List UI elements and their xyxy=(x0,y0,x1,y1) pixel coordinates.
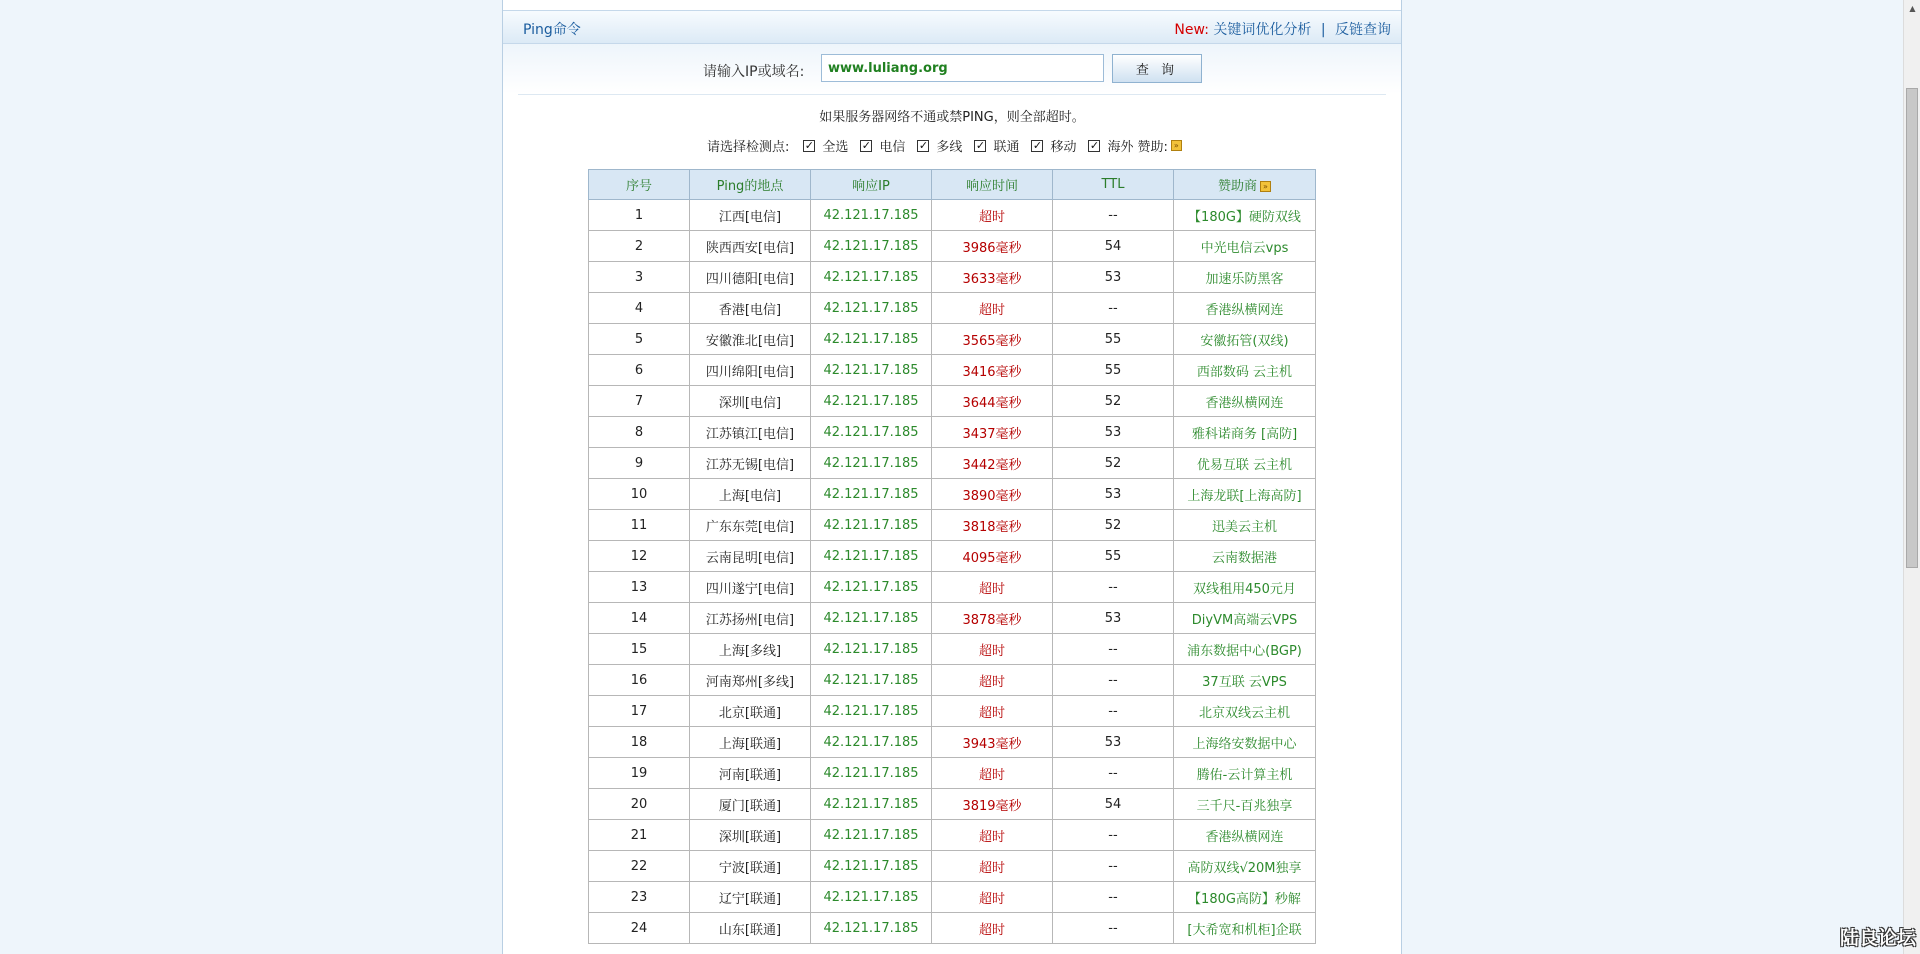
cell-time: 超时 xyxy=(932,913,1053,944)
cell-ip: 42.121.17.185 xyxy=(811,789,932,820)
table-row xyxy=(589,293,1316,324)
cell-time: 超时 xyxy=(932,851,1053,882)
cell-location: 上海[多线] xyxy=(690,634,811,665)
cell-location: 江苏无锡[电信] xyxy=(690,448,811,479)
col-header-ip: 响应IP xyxy=(811,170,932,200)
cell-time: 3633毫秒 xyxy=(932,262,1053,293)
cell-ttl: 54 xyxy=(1053,231,1174,262)
cell-ttl: 54 xyxy=(1053,789,1174,820)
cell-ttl: -- xyxy=(1053,758,1174,789)
table-body xyxy=(589,200,1316,944)
cell-time: 3644毫秒 xyxy=(932,386,1053,417)
cell-index: 1 xyxy=(589,200,690,231)
cell-ip: 42.121.17.185 xyxy=(811,572,932,603)
sponsor-header-icon[interactable]: » xyxy=(1260,181,1271,192)
cell-ip: 42.121.17.185 xyxy=(811,386,932,417)
top-links xyxy=(1174,19,1391,39)
cell-ip: 42.121.17.185 xyxy=(811,603,932,634)
cell-index: 8 xyxy=(589,417,690,448)
table-row xyxy=(589,510,1316,541)
cell-ip: 42.121.17.185 xyxy=(811,417,932,448)
cell-time: 超时 xyxy=(932,572,1053,603)
cell-time: 3943毫秒 xyxy=(932,727,1053,758)
cell-location: 四川德阳[电信] xyxy=(690,262,811,293)
cell-index: 22 xyxy=(589,851,690,882)
cell-ttl: 55 xyxy=(1053,324,1174,355)
cell-index: 6 xyxy=(589,355,690,386)
cell-time: 超时 xyxy=(932,882,1053,913)
cell-index: 9 xyxy=(589,448,690,479)
cell-location: 河南郑州[多线] xyxy=(690,665,811,696)
cell-index: 15 xyxy=(589,634,690,665)
table-row xyxy=(589,572,1316,603)
cell-time: 3819毫秒 xyxy=(932,789,1053,820)
cell-sponsor-link[interactable]: 高防双线√20M独享 xyxy=(1174,851,1316,882)
checkmark-icon[interactable]: ✓ xyxy=(804,138,814,152)
table-row xyxy=(589,758,1316,789)
col-header-ttl: TTL xyxy=(1053,170,1174,200)
cell-ttl: 52 xyxy=(1053,448,1174,479)
table-row xyxy=(589,789,1316,820)
cell-index: 16 xyxy=(589,665,690,696)
cell-sponsor-link[interactable]: 云南数据港 xyxy=(1174,541,1316,572)
table-row xyxy=(589,479,1316,510)
cell-ttl: 53 xyxy=(1053,479,1174,510)
table-row xyxy=(589,913,1316,944)
cell-location: 云南昆明[电信] xyxy=(690,541,811,572)
cell-time: 超时 xyxy=(932,665,1053,696)
checkbox-all[interactable]: ✓ 全选 xyxy=(804,138,849,155)
cell-ttl: 53 xyxy=(1053,727,1174,758)
table-row xyxy=(589,262,1316,293)
cell-index: 4 xyxy=(589,293,690,324)
top-bar xyxy=(503,10,1401,44)
cell-ip: 42.121.17.185 xyxy=(811,448,932,479)
cell-ttl: -- xyxy=(1053,882,1174,913)
checkbox-mobile[interactable]: ✓ 移动 xyxy=(1032,138,1077,155)
ip-domain-input[interactable] xyxy=(821,54,1104,82)
ping-results-table xyxy=(588,169,1316,944)
divider xyxy=(518,94,1386,95)
cell-ttl: -- xyxy=(1053,696,1174,727)
cell-sponsor-link[interactable]: 37互联 云VPS xyxy=(1174,665,1316,696)
cell-ip: 42.121.17.185 xyxy=(811,758,932,789)
col-header-time: 响应时间 xyxy=(932,170,1053,200)
cell-ip: 42.121.17.185 xyxy=(811,479,932,510)
cell-sponsor-link[interactable]: 上海络安数据中心 xyxy=(1174,727,1316,758)
cell-index: 14 xyxy=(589,603,690,634)
cell-location: 辽宁[联通] xyxy=(690,882,811,913)
cell-sponsor-link[interactable]: 迅美云主机 xyxy=(1174,510,1316,541)
cell-sponsor-link[interactable]: 浦东数据中心(BGP) xyxy=(1174,634,1316,665)
cell-time: 3416毫秒 xyxy=(932,355,1053,386)
scrollbar[interactable] xyxy=(1903,0,1920,954)
cell-ttl: 52 xyxy=(1053,510,1174,541)
cell-location: 深圳[电信] xyxy=(690,386,811,417)
keyword-analysis-link[interactable]: 关键词优化分析 xyxy=(1213,22,1312,38)
checkbox-multiline[interactable]: ✓ 多线 xyxy=(918,138,963,155)
scroll-up-icon[interactable]: ▲ xyxy=(1909,4,1916,13)
cell-location: 深圳[联通] xyxy=(690,820,811,851)
sponsor-label: 赞助: xyxy=(1137,140,1168,155)
table-row xyxy=(589,231,1316,262)
cell-index: 24 xyxy=(589,913,690,944)
cell-index: 13 xyxy=(589,572,690,603)
notice-text: 如果服务器网络不通或禁PING，则全部超时。 xyxy=(819,110,1085,125)
table-row xyxy=(589,665,1316,696)
cell-location: 香港[电信] xyxy=(690,293,811,324)
table-row xyxy=(589,696,1316,727)
cell-ip: 42.121.17.185 xyxy=(811,727,932,758)
cell-location: 上海[联通] xyxy=(690,727,811,758)
table-row xyxy=(589,448,1316,479)
cell-sponsor-link[interactable]: 三千尺-百兆独享 xyxy=(1174,789,1316,820)
cell-index: 20 xyxy=(589,789,690,820)
table-row xyxy=(589,355,1316,386)
table-row xyxy=(589,820,1316,851)
table-row xyxy=(589,634,1316,665)
cell-ip: 42.121.17.185 xyxy=(811,665,932,696)
table-row xyxy=(589,386,1316,417)
cell-index: 17 xyxy=(589,696,690,727)
new-label: New: xyxy=(1174,22,1209,38)
query-button[interactable]: 查 询 xyxy=(1112,54,1202,83)
cell-ttl: 53 xyxy=(1053,417,1174,448)
cell-ttl: 55 xyxy=(1053,355,1174,386)
backlink-query-link[interactable]: 反链查询 xyxy=(1335,22,1391,38)
cell-index: 2 xyxy=(589,231,690,262)
cell-sponsor-link[interactable]: 中光电信云vps xyxy=(1174,231,1316,262)
cell-time: 3565毫秒 xyxy=(932,324,1053,355)
col-header-index: 序号 xyxy=(589,170,690,200)
cell-sponsor-link[interactable]: DiyVM高端云VPS xyxy=(1174,603,1316,634)
cell-sponsor-link[interactable]: 上海龙联[上海高防] xyxy=(1174,479,1316,510)
ping-tool-panel xyxy=(502,0,1402,954)
cell-time: 3890毫秒 xyxy=(932,479,1053,510)
cell-ip: 42.121.17.185 xyxy=(811,324,932,355)
cell-time: 超时 xyxy=(932,200,1053,231)
cell-ip: 42.121.17.185 xyxy=(811,820,932,851)
col-header-location: Ping的地点 xyxy=(690,170,811,200)
checkmark-icon[interactable]: ✓ xyxy=(918,138,929,152)
cell-ip: 42.121.17.185 xyxy=(811,355,932,386)
table-row xyxy=(589,882,1316,913)
table-row xyxy=(589,727,1316,758)
cell-sponsor-link[interactable]: 【180G高防】秒解 xyxy=(1174,882,1316,913)
cell-time: 3986毫秒 xyxy=(932,231,1053,262)
cell-index: 3 xyxy=(589,262,690,293)
cell-ttl: -- xyxy=(1053,851,1174,882)
cell-ip: 42.121.17.185 xyxy=(811,293,932,324)
cell-sponsor-link[interactable]: 加速乐防黑客 xyxy=(1174,262,1316,293)
cell-ttl: 52 xyxy=(1053,386,1174,417)
cell-location: 四川遂宁[电信] xyxy=(690,572,811,603)
table-header-row xyxy=(589,170,1316,200)
table-row xyxy=(589,417,1316,448)
cell-location: 宁波[联通] xyxy=(690,851,811,882)
cell-time: 超时 xyxy=(932,293,1053,324)
cell-ip: 42.121.17.185 xyxy=(811,882,932,913)
scroll-thumb[interactable] xyxy=(1906,88,1918,568)
cell-ip: 42.121.17.185 xyxy=(811,851,932,882)
cell-ttl: -- xyxy=(1053,913,1174,944)
cell-ip: 42.121.17.185 xyxy=(811,231,932,262)
table-row xyxy=(589,200,1316,231)
checkpoint-filters xyxy=(707,136,1182,155)
cell-time: 4095毫秒 xyxy=(932,541,1053,572)
table-row xyxy=(589,324,1316,355)
cell-index: 7 xyxy=(589,386,690,417)
cell-location: 河南[联通] xyxy=(690,758,811,789)
cell-ttl: 53 xyxy=(1053,603,1174,634)
sponsor-icon[interactable]: » xyxy=(1171,140,1182,151)
cell-sponsor-link[interactable]: [大希宽和机柜]企联 xyxy=(1174,913,1316,944)
table-row xyxy=(589,851,1316,882)
cell-index: 21 xyxy=(589,820,690,851)
cell-location: 四川绵阳[电信] xyxy=(690,355,811,386)
cell-time: 3442毫秒 xyxy=(932,448,1053,479)
cell-index: 23 xyxy=(589,882,690,913)
cell-location: 陕西西安[电信] xyxy=(690,231,811,262)
checkbox-overseas[interactable]: ✓ 海外 xyxy=(1089,138,1134,155)
cell-ttl: 53 xyxy=(1053,262,1174,293)
cell-ip: 42.121.17.185 xyxy=(811,262,932,293)
cell-location: 江西[电信] xyxy=(690,200,811,231)
cell-location: 上海[电信] xyxy=(690,479,811,510)
table-row xyxy=(589,541,1316,572)
cell-time: 3437毫秒 xyxy=(932,417,1053,448)
cell-index: 19 xyxy=(589,758,690,789)
cell-time: 超时 xyxy=(932,634,1053,665)
cell-index: 10 xyxy=(589,479,690,510)
checkmark-icon[interactable]: ✓ xyxy=(1089,138,1100,152)
link-separator: | xyxy=(1320,22,1326,38)
cell-sponsor-link[interactable]: 腾佑-云计算主机 xyxy=(1174,758,1316,789)
cell-location: 安徽淮北[电信] xyxy=(690,324,811,355)
cell-sponsor-link[interactable]: 【180G】硬防双线 xyxy=(1174,200,1316,231)
cell-location: 江苏镇江[电信] xyxy=(690,417,811,448)
cell-ip: 42.121.17.185 xyxy=(811,510,932,541)
cell-ip: 42.121.17.185 xyxy=(811,634,932,665)
cell-sponsor-link[interactable]: 双线租用450元月 xyxy=(1174,572,1316,603)
cell-index: 18 xyxy=(589,727,690,758)
cell-ttl: -- xyxy=(1053,572,1174,603)
cell-ip: 42.121.17.185 xyxy=(811,541,932,572)
filter-label: 请选择检测点: xyxy=(707,140,790,155)
cell-ttl: -- xyxy=(1053,200,1174,231)
cell-sponsor-link[interactable]: 优易互联 云主机 xyxy=(1174,448,1316,479)
checkbox-telecom[interactable]: ✓ 电信 xyxy=(861,138,906,155)
cell-location: 广东东莞[电信] xyxy=(690,510,811,541)
checkbox-unicom[interactable]: ✓ 联通 xyxy=(975,138,1020,155)
cell-sponsor-link[interactable]: 香港纵横网连 xyxy=(1174,820,1316,851)
cell-sponsor-link[interactable]: 香港纵横网连 xyxy=(1174,293,1316,324)
cell-location: 山东[联通] xyxy=(690,913,811,944)
search-label: 请输入IP或域名: xyxy=(703,64,805,80)
table-row xyxy=(589,603,1316,634)
cell-sponsor-link[interactable]: 西部数码 云主机 xyxy=(1174,355,1316,386)
cell-ip: 42.121.17.185 xyxy=(811,200,932,231)
cell-time: 超时 xyxy=(932,820,1053,851)
cell-location: 北京[联通] xyxy=(690,696,811,727)
cell-time: 超时 xyxy=(932,696,1053,727)
checkmark-icon[interactable]: ✓ xyxy=(861,138,872,152)
cell-location: 江苏扬州[电信] xyxy=(690,603,811,634)
cell-sponsor-link[interactable]: 香港纵横网连 xyxy=(1174,386,1316,417)
checkmark-icon[interactable]: ✓ xyxy=(1032,138,1043,152)
cell-ttl: -- xyxy=(1053,634,1174,665)
cell-ttl: -- xyxy=(1053,665,1174,696)
cell-ttl: -- xyxy=(1053,293,1174,324)
col-header-sponsor: 赞助商 » xyxy=(1174,170,1316,200)
cell-ttl: -- xyxy=(1053,820,1174,851)
page-title: Ping命令 xyxy=(523,22,581,38)
cell-sponsor-link[interactable]: 北京双线云主机 xyxy=(1174,696,1316,727)
cell-index: 5 xyxy=(589,324,690,355)
cell-ip: 42.121.17.185 xyxy=(811,696,932,727)
watermark-text: 陆良论坛 xyxy=(1839,927,1916,949)
cell-time: 3878毫秒 xyxy=(932,603,1053,634)
cell-location: 厦门[联通] xyxy=(690,789,811,820)
cell-sponsor-link[interactable]: 雅科诺商务 [高防] xyxy=(1174,417,1316,448)
cell-time: 超时 xyxy=(932,758,1053,789)
cell-sponsor-link[interactable]: 安徽拓管(双线) xyxy=(1174,324,1316,355)
cell-index: 11 xyxy=(589,510,690,541)
cell-ttl: 55 xyxy=(1053,541,1174,572)
cell-ip: 42.121.17.185 xyxy=(811,913,932,944)
cell-time: 3818毫秒 xyxy=(932,510,1053,541)
checkmark-icon[interactable]: ✓ xyxy=(975,138,986,152)
cell-index: 12 xyxy=(589,541,690,572)
search-area xyxy=(503,44,1401,94)
